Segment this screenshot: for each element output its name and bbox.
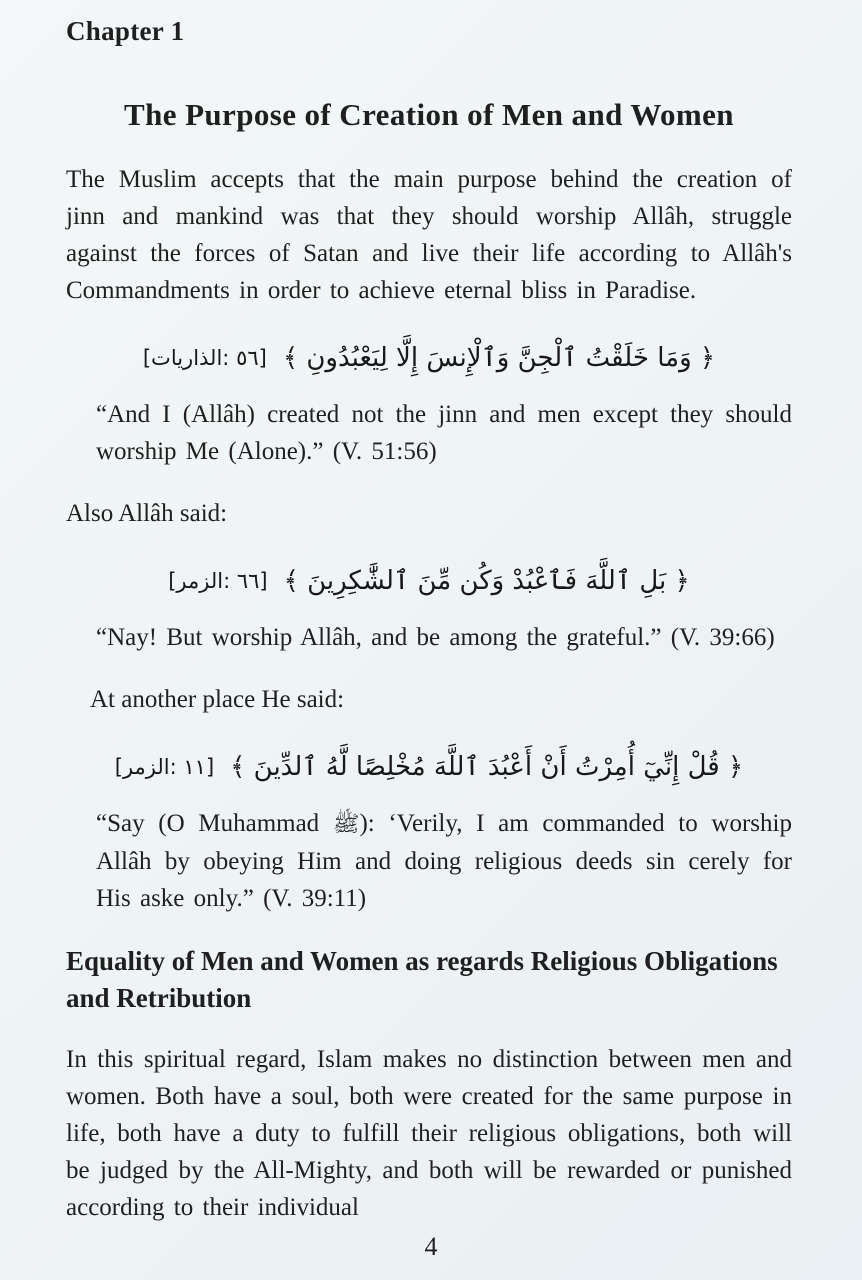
lead-in-another-place: At another place He said: — [90, 686, 345, 713]
verse-2-arabic-text: ﴿ بَلِ ٱللَّهَ فَٱعْبُدْ وَكُن مِّنَ ٱلشَّٰكِرِينَ ﴾ — [283, 566, 690, 596]
verse-2-translation: “Nay! But worship Allâh, and be among the grateful.” (V. 39:66) — [96, 624, 775, 651]
ref-open-bracket: [ — [114, 755, 123, 779]
section-subheading: Equality of Men and Women as regards Religious Obligations and Retribution — [66, 946, 778, 1013]
verse-1-arabic-text: ﴿ وَمَا خَلَقْتُ ٱلْجِنَّ وَٱلْإِنسَ إِلَّا لِيَعْبُدُونِ ﴾ — [282, 343, 716, 373]
ref-open-bracket: [ — [142, 346, 152, 370]
verse-1-translation: “And I (Allâh) created not the jinn and men except they should worship Me (Alone).” (V. 51:56) — [96, 401, 792, 465]
ref-close-bracket: ] — [205, 755, 215, 779]
verse-3-translation — [96, 805, 792, 917]
ref-separator: : — [169, 755, 184, 779]
chapter-label: Chapter 1 — [66, 16, 185, 46]
body-paragraph: In this spiritual regard, Islam makes no distinction between men and women. Both have a soul, both were created for the same purpose in life, both have a duty to fulfill their religious obligations, both will be judged by the All-Mighty, and both will be rewarded or punished according to their individual — [66, 1046, 792, 1221]
translation-text: “Say (O Muhammad — [96, 810, 333, 837]
verse-2-reference — [168, 569, 267, 593]
ref-surah-name: الذاريات — [151, 346, 223, 370]
ref-surah-name: الزمر — [122, 755, 170, 779]
ref-verse-number: ٥٦ — [236, 346, 259, 370]
translation-text: ): ‘Verily, I am commanded to worship Allâh by obeying Him and doing religious deeds sin cerely for His aske only.” (V. 39:11) — [96, 810, 792, 912]
quran-verse-2 — [66, 557, 792, 605]
ref-separator: : — [223, 569, 237, 593]
verse-3-arabic-text: ﴿ قُلْ إِنِّيٓ أُمِرْتُ أَنْ أَعْبُدَ ٱللَّهَ مُخْلِصًا لَّهُ ٱلدِّينَ ﴾ — [230, 752, 744, 782]
ref-close-bracket: ] — [259, 569, 268, 593]
ref-close-bracket: ] — [258, 346, 267, 370]
ref-verse-number: ١١ — [183, 755, 206, 779]
verse-3-reference — [115, 755, 214, 779]
page-title: The Purpose of Creation of Men and Women — [124, 97, 734, 132]
quran-verse-1 — [66, 334, 792, 382]
ref-verse-number: ٦٦ — [236, 569, 260, 593]
page-number: 4 — [424, 1232, 438, 1261]
verse-1-reference — [143, 346, 267, 370]
quran-verse-3 — [66, 743, 792, 791]
intro-paragraph: The Muslim accepts that the main purpose behind the creation of jinn and mankind was that they should worship Allâh, struggle against the forces of Satan and live their life according to Allâh's Commandments in order to achieve eternal bliss in Paradise. — [66, 166, 792, 304]
ref-separator: : — [222, 346, 237, 370]
ref-open-bracket: [ — [168, 569, 177, 593]
pbuh-calligraphy-symbol: ﷺ — [332, 812, 360, 837]
lead-in-also-allah-said: Also Allâh said: — [66, 500, 228, 527]
ref-surah-name: الزمر — [176, 569, 224, 593]
